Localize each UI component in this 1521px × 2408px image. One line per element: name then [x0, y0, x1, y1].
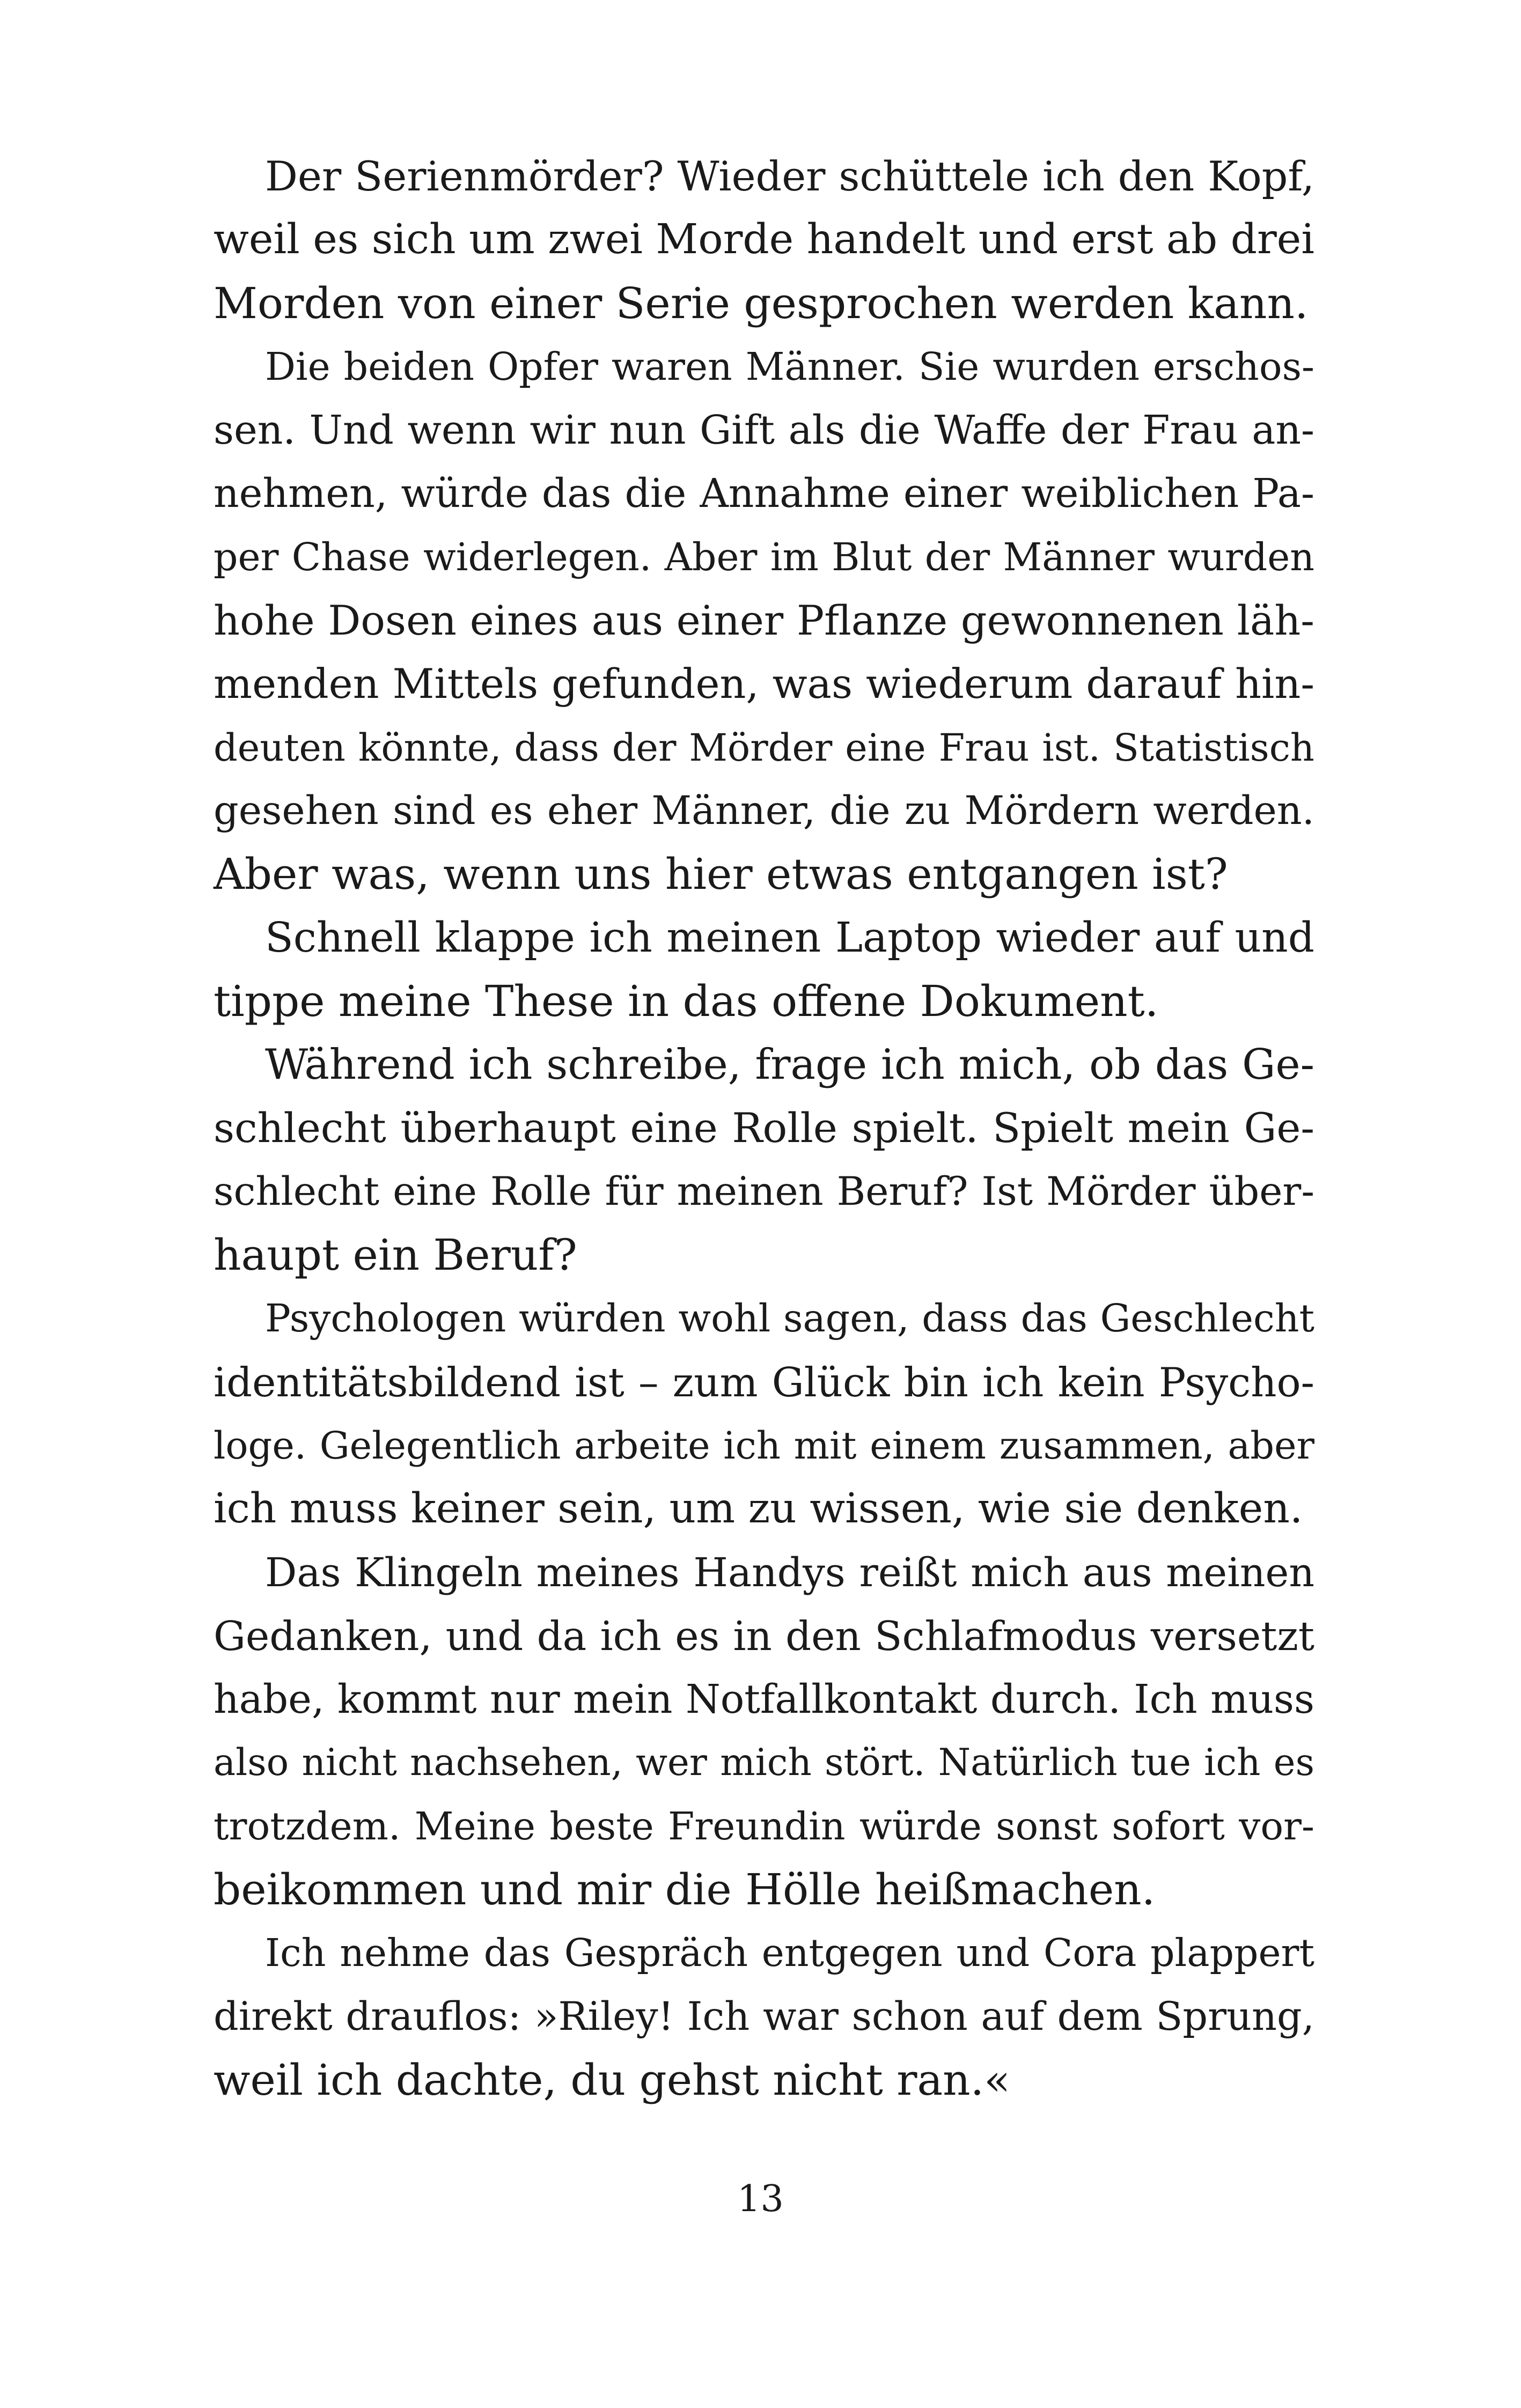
text-line: Der Serienmörder? Wieder schüttele ich den Kopf,	[265, 152, 1314, 200]
text-line: Das Klingeln meines Handys reißt mich aus meinen	[265, 1549, 1314, 1596]
text-line: Die beiden Opfer waren Männer. Sie wurden erschos-	[265, 344, 1314, 389]
text-line: Morden von einer Serie gesprochen werden kann.	[214, 278, 1309, 328]
text-line: ich muss keiner sein, um zu wissen, wie sie denken.	[214, 1485, 1303, 1533]
text-line: also nicht nachsehen, wer mich stört. Natürlich tue ich es	[214, 1741, 1314, 1785]
text-line: tippe meine These in das offene Dokument.	[214, 976, 1159, 1026]
text-line: Gedanken, und da ich es in den Schlafmodus versetzt	[214, 1612, 1314, 1660]
text-line: schlecht überhaupt eine Rolle spielt. Spielt mein Ge-	[214, 1104, 1314, 1152]
text-line: Ich nehme das Gespräch entgegen und Cora plappert	[265, 1931, 1314, 1976]
text-line: Während ich schreibe, frage ich mich, ob das Ge-	[265, 1041, 1314, 1089]
text-line: Schnell klappe ich meinen Laptop wieder auf und	[265, 914, 1314, 962]
text-line: direkt drauflos: »Riley! Ich war schon auf dem Sprung,	[214, 1993, 1314, 2039]
text-line: schlecht eine Rolle für meinen Beruf? Ist Mörder über-	[214, 1168, 1314, 1214]
text-line: nehmen, würde das die Annahme einer weiblichen Pa-	[214, 470, 1314, 517]
text-line: loge. Gelegentlich arbeite ich mit einem zusammen, aber	[214, 1423, 1314, 1468]
text-line: deuten könnte, dass der Mörder eine Frau ist. Statistisch	[214, 725, 1314, 770]
text-line: per Chase widerlegen. Aber im Blut der Männer wurden	[214, 534, 1314, 579]
text-line: hohe Dosen eines aus einer Pflanze gewonnenen läh-	[214, 597, 1314, 645]
text-line: haupt ein Beruf?	[214, 1230, 577, 1280]
text-line: weil es sich um zwei Morde handelt und erst ab drei	[214, 216, 1314, 264]
text-line: menden Mittels gefunden, was wiederum darauf hin-	[214, 660, 1314, 708]
text-line: gesehen sind es eher Männer, die zu Mördern werden.	[214, 787, 1314, 834]
text-line: habe, kommt nur mein Notfallkontakt durch. Ich muss	[214, 1676, 1314, 1723]
text-line: identitätsbildend ist – zum Glück bin ich kein Psycho-	[214, 1358, 1314, 1406]
text-line: trotzdem. Meine beste Freundin würde sonst sofort vor-	[214, 1803, 1314, 1849]
text-line: sen. Und wenn wir nun Gift als die Waffe der Frau an-	[214, 407, 1314, 454]
body-text	[214, 145, 1314, 2112]
text-line: Aber was, wenn uns hier etwas entgangen ist?	[214, 849, 1228, 900]
text-line: beikommen und mir die Hölle heißmachen.	[214, 1865, 1156, 1915]
page-number: 13	[737, 2178, 784, 2220]
text-line: weil ich dachte, du gehst nicht ran.«	[214, 2054, 1011, 2105]
text-line: Psychologen würden wohl sagen, dass das Geschlecht	[265, 1296, 1314, 1341]
